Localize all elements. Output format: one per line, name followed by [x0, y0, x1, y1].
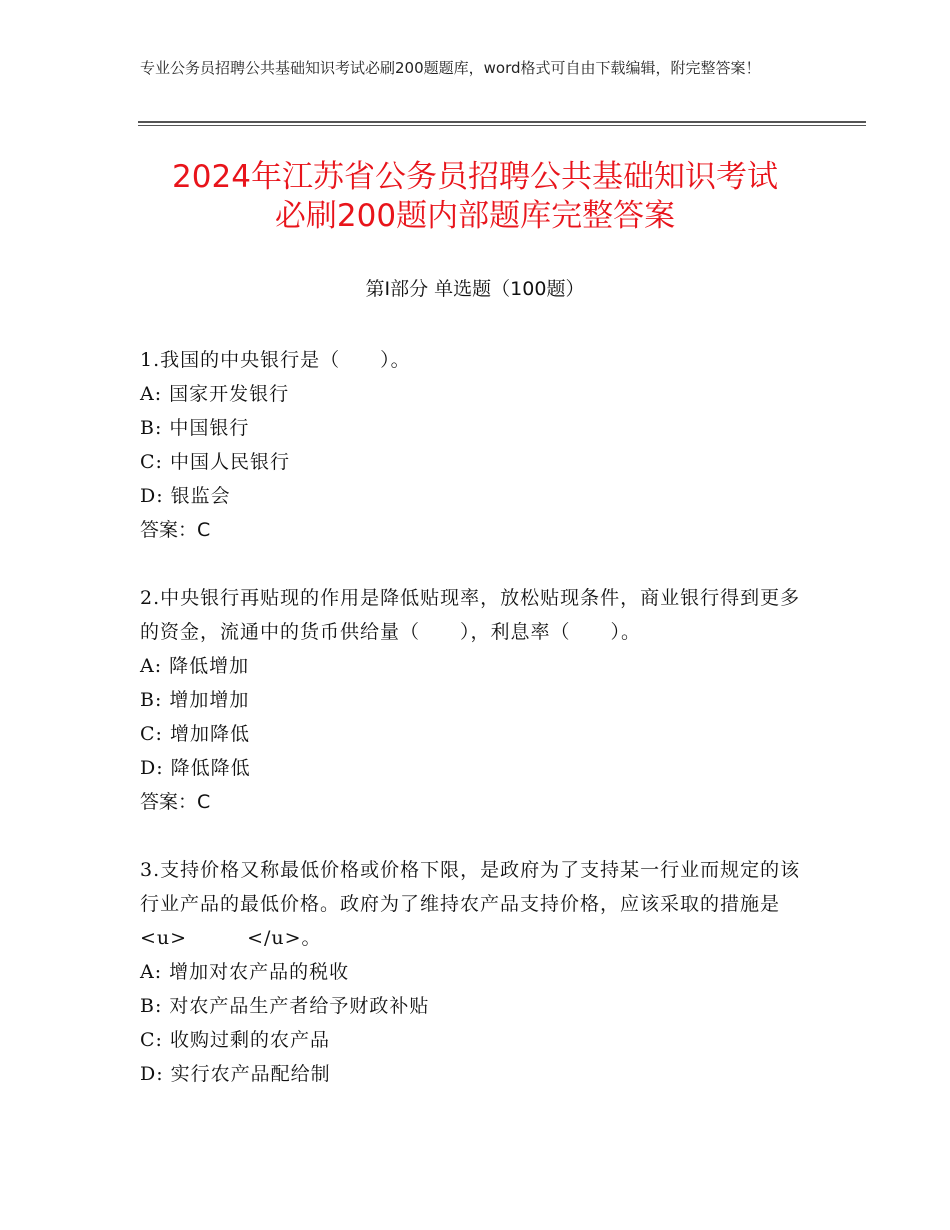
option-d: D: 银监会	[140, 485, 231, 507]
question-stem: 3.支持价格又称最低价格或价格下限，是政府为了支持某一行业而规定的该行业产品的最低价格。政府为了维持农产品支持价格，应该采取的措施是<u> </u>。	[140, 859, 801, 949]
option-a: A: 增加对农产品的税收	[140, 961, 350, 983]
option-c: C: 收购过剩的农产品	[140, 1029, 330, 1051]
option-a: A: 降低增加	[140, 655, 250, 677]
section-heading: 第Ⅰ部分 单选题（100题）	[365, 278, 585, 300]
question-2	[140, 581, 810, 819]
question-stem: 2.中央银行再贴现的作用是降低贴现率，放松贴现条件，商业银行得到更多的资金，流通中的货币供给量（ ），利息率（ ）。	[140, 587, 801, 643]
header-rule-thin	[138, 125, 866, 126]
question-stem: 1.我国的中央银行是（ ）。	[140, 349, 411, 371]
option-b: B: 对农产品生产者给予财政补贴	[140, 995, 430, 1017]
question-list	[140, 343, 810, 1125]
title-line-2: 必刷200题内部题库完整答案	[274, 198, 676, 234]
option-b: B: 中国银行	[140, 417, 250, 439]
option-a: A: 国家开发银行	[140, 383, 290, 405]
option-c: C: 增加降低	[140, 723, 250, 745]
option-c: C: 中国人民银行	[140, 451, 290, 473]
answer-line: 答案：C	[140, 791, 211, 813]
option-d: D: 降低降低	[140, 757, 251, 779]
title-line-1: 2024年江苏省公务员招聘公共基础知识考试	[172, 159, 778, 195]
header-rule-thick	[138, 121, 866, 123]
answer-line: 答案：C	[140, 519, 211, 541]
question-3	[140, 853, 810, 1091]
document-title	[100, 158, 850, 236]
header-note: 专业公务员招聘公共基础知识考试必刷200题题库，word格式可自由下载编辑，附完整答案！	[140, 59, 761, 77]
option-d: D: 实行农产品配给制	[140, 1063, 331, 1085]
option-b: B: 增加增加	[140, 689, 250, 711]
question-1	[140, 343, 810, 547]
